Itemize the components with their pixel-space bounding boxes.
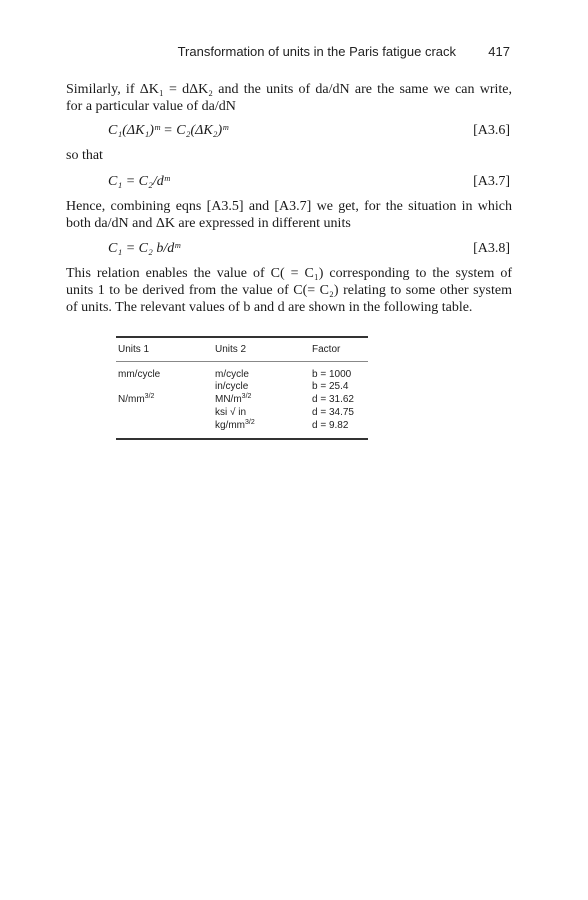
- paragraph-1-line-2: for a particular value of da/dN: [66, 99, 236, 114]
- paragraph-2-line-1: so that: [66, 148, 103, 163]
- table-cell-factor: d = 9.82: [312, 420, 349, 431]
- paragraph-4-line-2: units 1 to be derived from the value of C(= C₂) relating to some other system: [66, 283, 512, 298]
- table-cell-units2: ksi √ in: [215, 407, 247, 418]
- running-header-title: Transformation of units in the Paris fatigue crack: [177, 44, 456, 59]
- paragraph-3: [66, 198, 512, 232]
- table-cell-units1: mm/cycle: [118, 369, 161, 380]
- table-bottom-rule: [116, 438, 368, 440]
- table-cell-factor: b = 1000: [312, 369, 352, 380]
- paragraph-1-line-1: Similarly, if ΔK₁ = dΔK₂ and the units of da/dN are the same we can write,: [66, 82, 512, 97]
- equation-a3-6-expression: C₁(ΔK₁)ᵐ = C₂(ΔK₂)ᵐ: [108, 123, 229, 138]
- paragraph-1: [66, 81, 512, 115]
- table-top-rule: [116, 336, 368, 338]
- table-cell-factor: b = 25.4: [312, 381, 349, 392]
- table-cell-units2-base: MN/m: [215, 394, 242, 405]
- table-cell-units1: [118, 394, 154, 406]
- table-cell-units1-base: N/mm: [118, 394, 145, 405]
- table-cell-units2: m/cycle: [215, 369, 249, 380]
- table-cell-units2-exponent: 3/2: [241, 393, 252, 400]
- table-cell-units2: [215, 420, 255, 432]
- paragraph-4: [66, 265, 512, 316]
- equation-a3-7-number: [A3.7]: [473, 174, 510, 189]
- paragraph-3-line-1: Hence, combining eqns [A3.5] and [A3.7] we get, for the situation in which: [66, 199, 512, 214]
- paragraph-2: [66, 147, 512, 164]
- table-cell-units2: in/cycle: [215, 381, 249, 392]
- equation-a3-8-expression: C₁ = C₂ b/dᵐ: [108, 241, 181, 256]
- equation-a3-6-number: [A3.6]: [473, 123, 510, 138]
- table-header-units-2: Units 2: [215, 344, 247, 355]
- table-cell-factor: d = 31.62: [312, 394, 354, 405]
- table-cell-units2: [215, 394, 251, 406]
- paragraph-4-line-3: of units. The relevant values of b and d are shown in the following table.: [66, 300, 473, 315]
- equation-a3-7-expression: C₁ = C₂/dᵐ: [108, 174, 170, 189]
- table-cell-units1-exponent: 3/2: [144, 393, 155, 400]
- table-cell-units2-exponent: 3/2: [245, 419, 255, 426]
- running-header: [66, 44, 510, 64]
- table-header-units-1: Units 1: [118, 344, 150, 355]
- table-cell-factor: d = 34.75: [312, 407, 354, 418]
- page-number: 417: [488, 44, 510, 59]
- equation-a3-8-number: [A3.8]: [473, 241, 510, 256]
- paragraph-4-line-1: This relation enables the value of C( = C₁) corresponding to the system of: [66, 266, 512, 281]
- table-header-factor: Factor: [312, 344, 341, 355]
- table-cell-units2-base: kg/mm: [215, 420, 245, 431]
- table-header-rule: [116, 361, 368, 362]
- paragraph-3-line-2: both da/dN and ΔK are expressed in different units: [66, 216, 351, 231]
